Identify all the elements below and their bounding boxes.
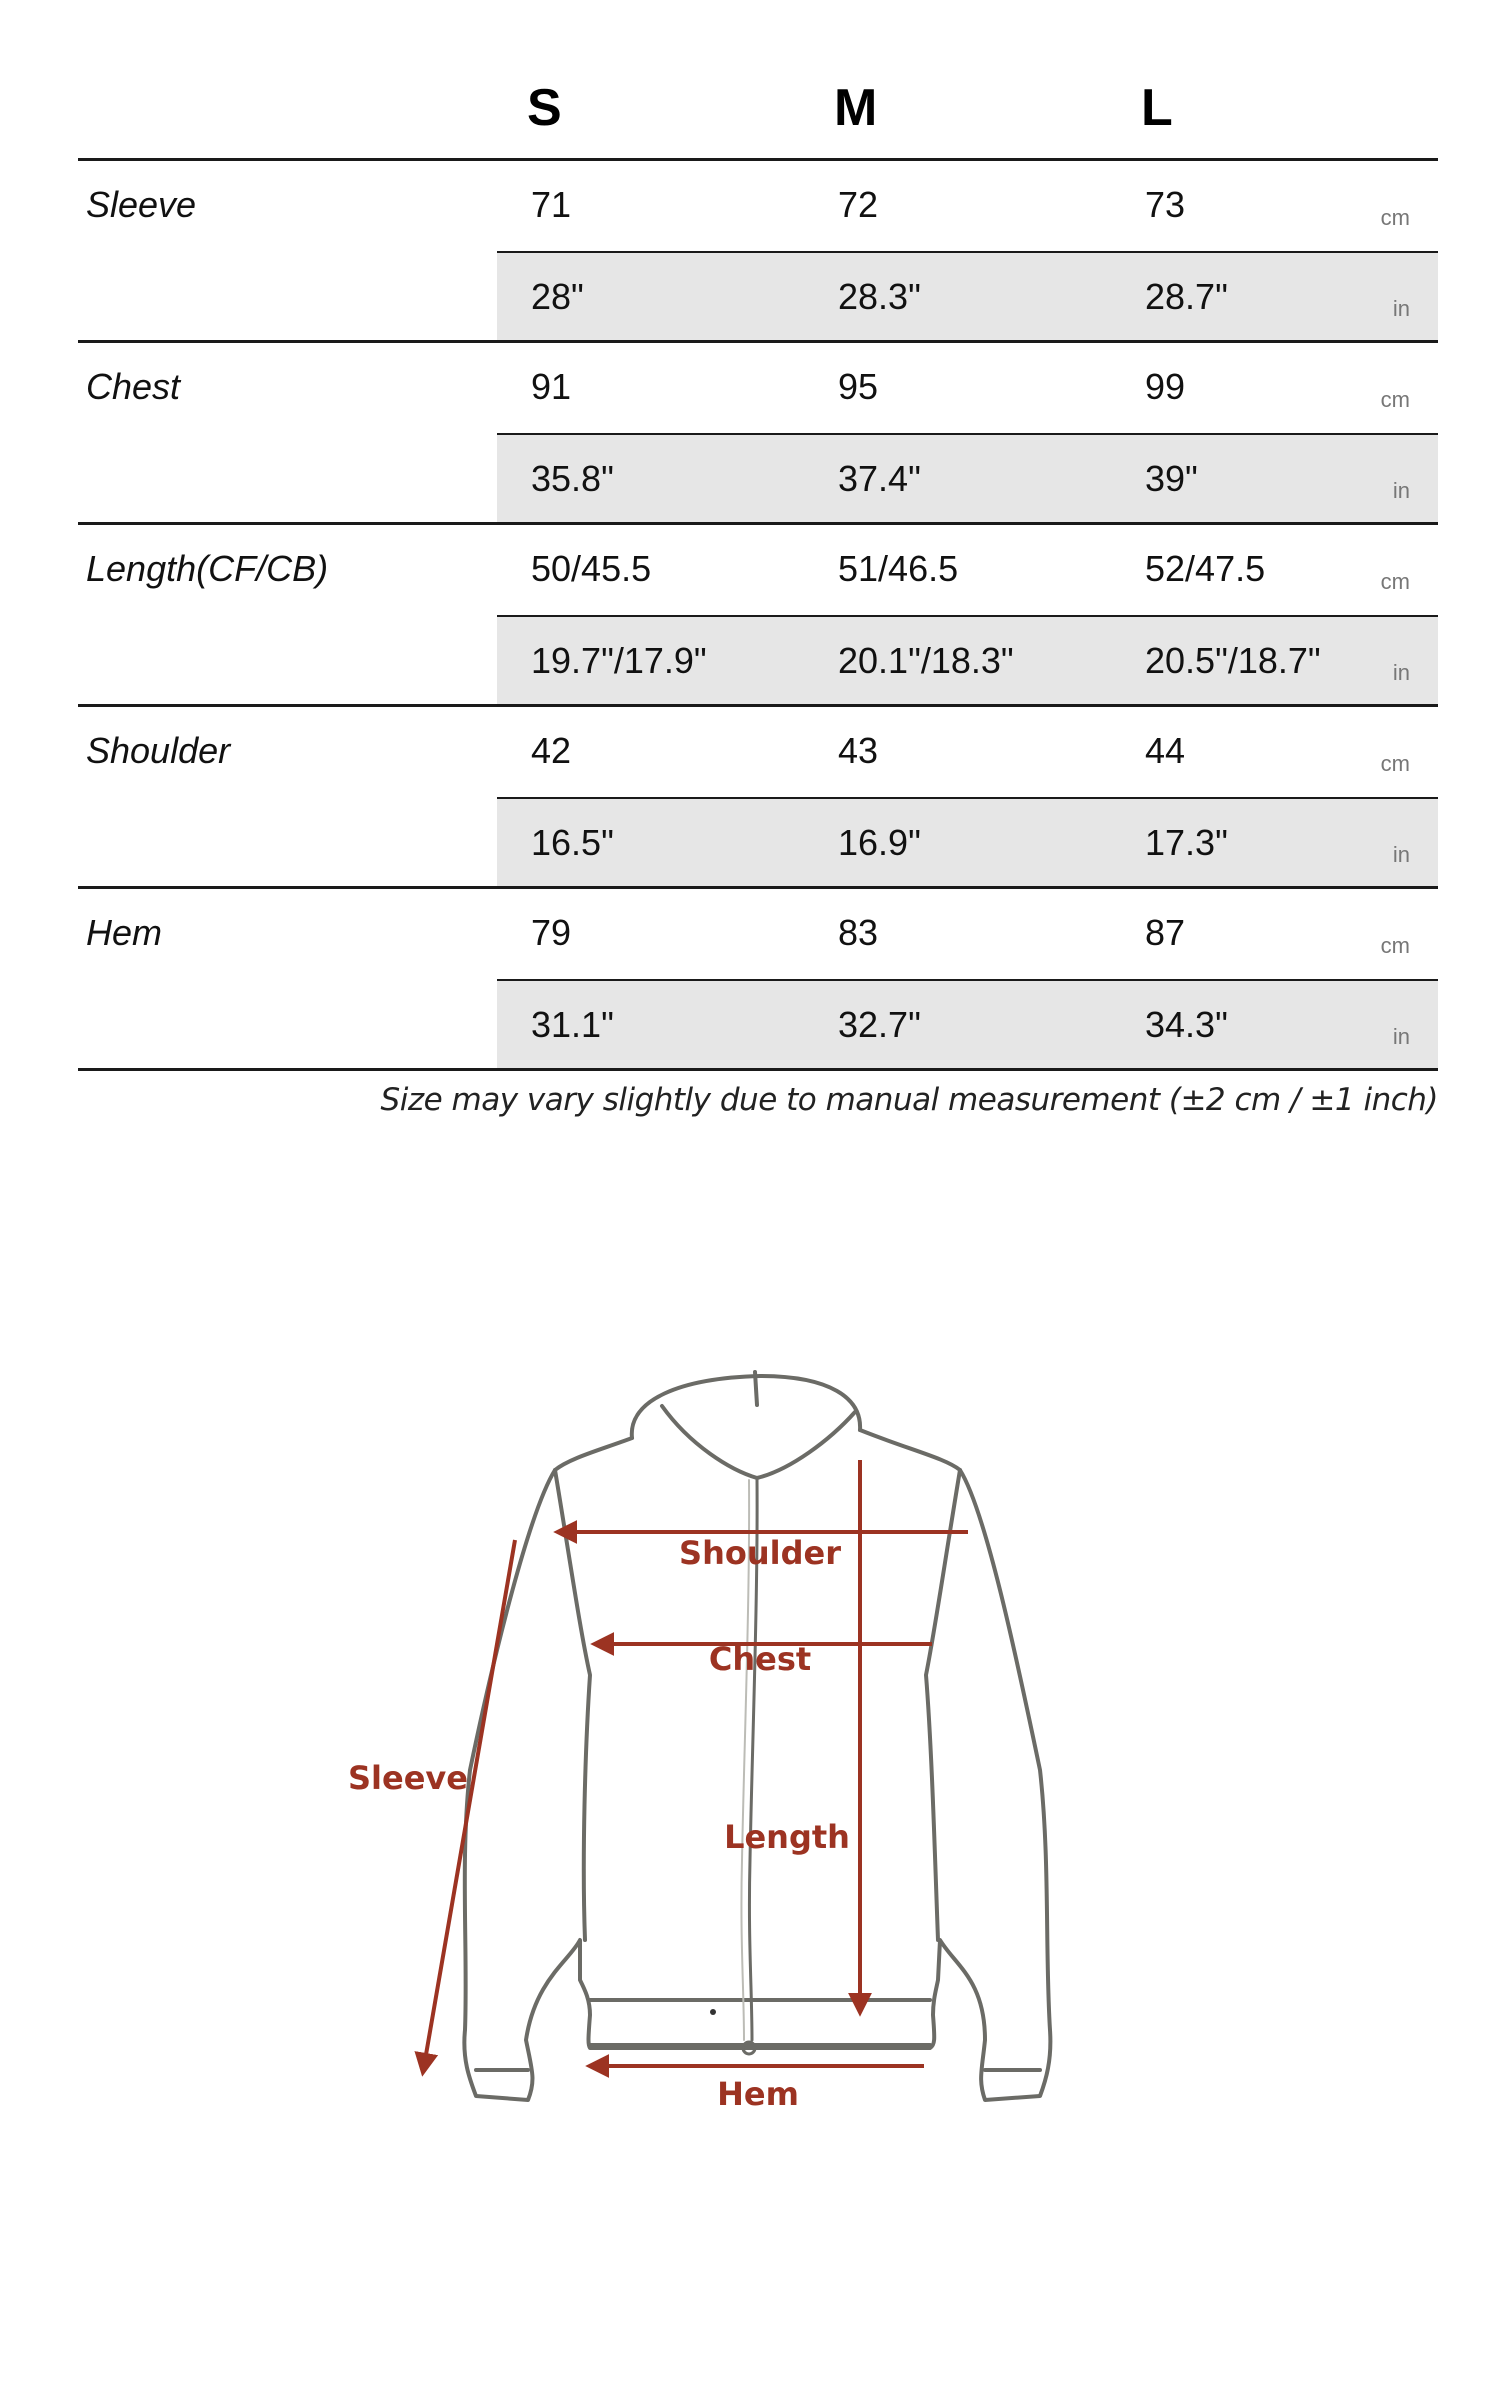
shoulder-s-in: 16.5" <box>531 822 614 863</box>
sleeve-m-in: 28.3" <box>838 276 921 317</box>
chest-s-cm: 91 <box>531 366 572 407</box>
length-l-cm: 52/47.5 <box>1145 548 1266 589</box>
hem-m-in: 32.7" <box>838 1004 921 1045</box>
table-subdivider <box>497 251 1438 253</box>
table-divider <box>78 522 1438 525</box>
diagram-label-sleeve: Sleeve <box>348 1759 468 1797</box>
table-divider <box>78 1068 1438 1071</box>
unit-in: in <box>1392 660 1410 685</box>
sleeve-m-cm: 72 <box>838 184 879 225</box>
length-m-in: 20.1"/18.3" <box>838 640 1014 681</box>
hem-l-in: 34.3" <box>1145 1004 1228 1045</box>
inch-row-shade <box>497 253 1438 341</box>
sleeve-s-in: 28" <box>531 276 584 317</box>
shoulder-s-cm: 42 <box>531 730 572 771</box>
unit-in: in <box>1392 842 1410 867</box>
table-divider <box>78 886 1438 889</box>
inch-row-shade <box>497 799 1438 887</box>
hem-s-cm: 79 <box>531 912 572 953</box>
table-subdivider <box>497 979 1438 981</box>
table-subdivider <box>497 797 1438 799</box>
length-s-cm: 50/45.5 <box>531 548 652 589</box>
hem-s-in: 31.1" <box>531 1004 614 1045</box>
unit-cm: cm <box>1380 933 1410 958</box>
chest-m-in: 37.4" <box>838 458 921 499</box>
sleeve-arrow-icon <box>423 1540 515 2072</box>
diagram-label-length: Length <box>724 1818 850 1856</box>
row-label-shoulder: Shoulder <box>86 730 231 771</box>
sleeve-l-cm: 73 <box>1145 184 1186 225</box>
chest-m-cm: 95 <box>838 366 879 407</box>
unit-in: in <box>1392 1024 1410 1049</box>
size-header-s: S <box>527 79 562 137</box>
hem-detail-dot <box>710 2009 716 2015</box>
hoodie-measurement-diagram <box>0 1300 1500 2200</box>
size-table <box>78 0 1438 1070</box>
table-subdivider <box>497 615 1438 617</box>
unit-cm: cm <box>1380 569 1410 594</box>
sleeve-l-in: 28.7" <box>1145 276 1228 317</box>
measurement-note: Size may vary slightly due to manual measurement (±2 cm / ±1 inch) <box>380 1082 1438 1118</box>
unit-in: in <box>1392 296 1410 321</box>
diagram-label-chest: Chest <box>708 1640 812 1678</box>
row-label-length: Length(CF/CB) <box>86 548 329 589</box>
sleeve-s-cm: 71 <box>531 184 572 225</box>
chest-s-in: 35.8" <box>531 458 614 499</box>
hem-m-cm: 83 <box>838 912 879 953</box>
shoulder-l-cm: 44 <box>1145 730 1186 771</box>
table-subdivider <box>497 433 1438 435</box>
diagram-label-shoulder: Shoulder <box>679 1534 841 1572</box>
size-header-l: L <box>1141 79 1173 137</box>
shoulder-m-in: 16.9" <box>838 822 921 863</box>
inch-row-shade <box>497 435 1438 523</box>
unit-cm: cm <box>1380 205 1410 230</box>
row-label-hem: Hem <box>86 912 163 953</box>
unit-cm: cm <box>1380 387 1410 412</box>
chest-l-cm: 99 <box>1145 366 1186 407</box>
table-divider <box>78 158 1438 161</box>
inch-row-shade <box>497 981 1438 1069</box>
unit-cm: cm <box>1380 751 1410 776</box>
row-label-chest: Chest <box>86 366 181 407</box>
unit-in: in <box>1392 478 1410 503</box>
table-divider <box>78 340 1438 343</box>
length-m-cm: 51/46.5 <box>838 548 959 589</box>
size-header-m: M <box>834 79 878 137</box>
shoulder-l-in: 17.3" <box>1145 822 1228 863</box>
diagram-label-hem: Hem <box>717 2075 799 2113</box>
chest-l-in: 39" <box>1145 458 1198 499</box>
hem-l-cm: 87 <box>1145 912 1186 953</box>
hoodie-outline-icon <box>464 1372 1050 2100</box>
row-label-sleeve: Sleeve <box>86 184 197 225</box>
length-l-in: 20.5"/18.7" <box>1145 640 1321 681</box>
table-divider <box>78 704 1438 707</box>
shoulder-m-cm: 43 <box>838 730 879 771</box>
length-s-in: 19.7"/17.9" <box>531 640 707 681</box>
